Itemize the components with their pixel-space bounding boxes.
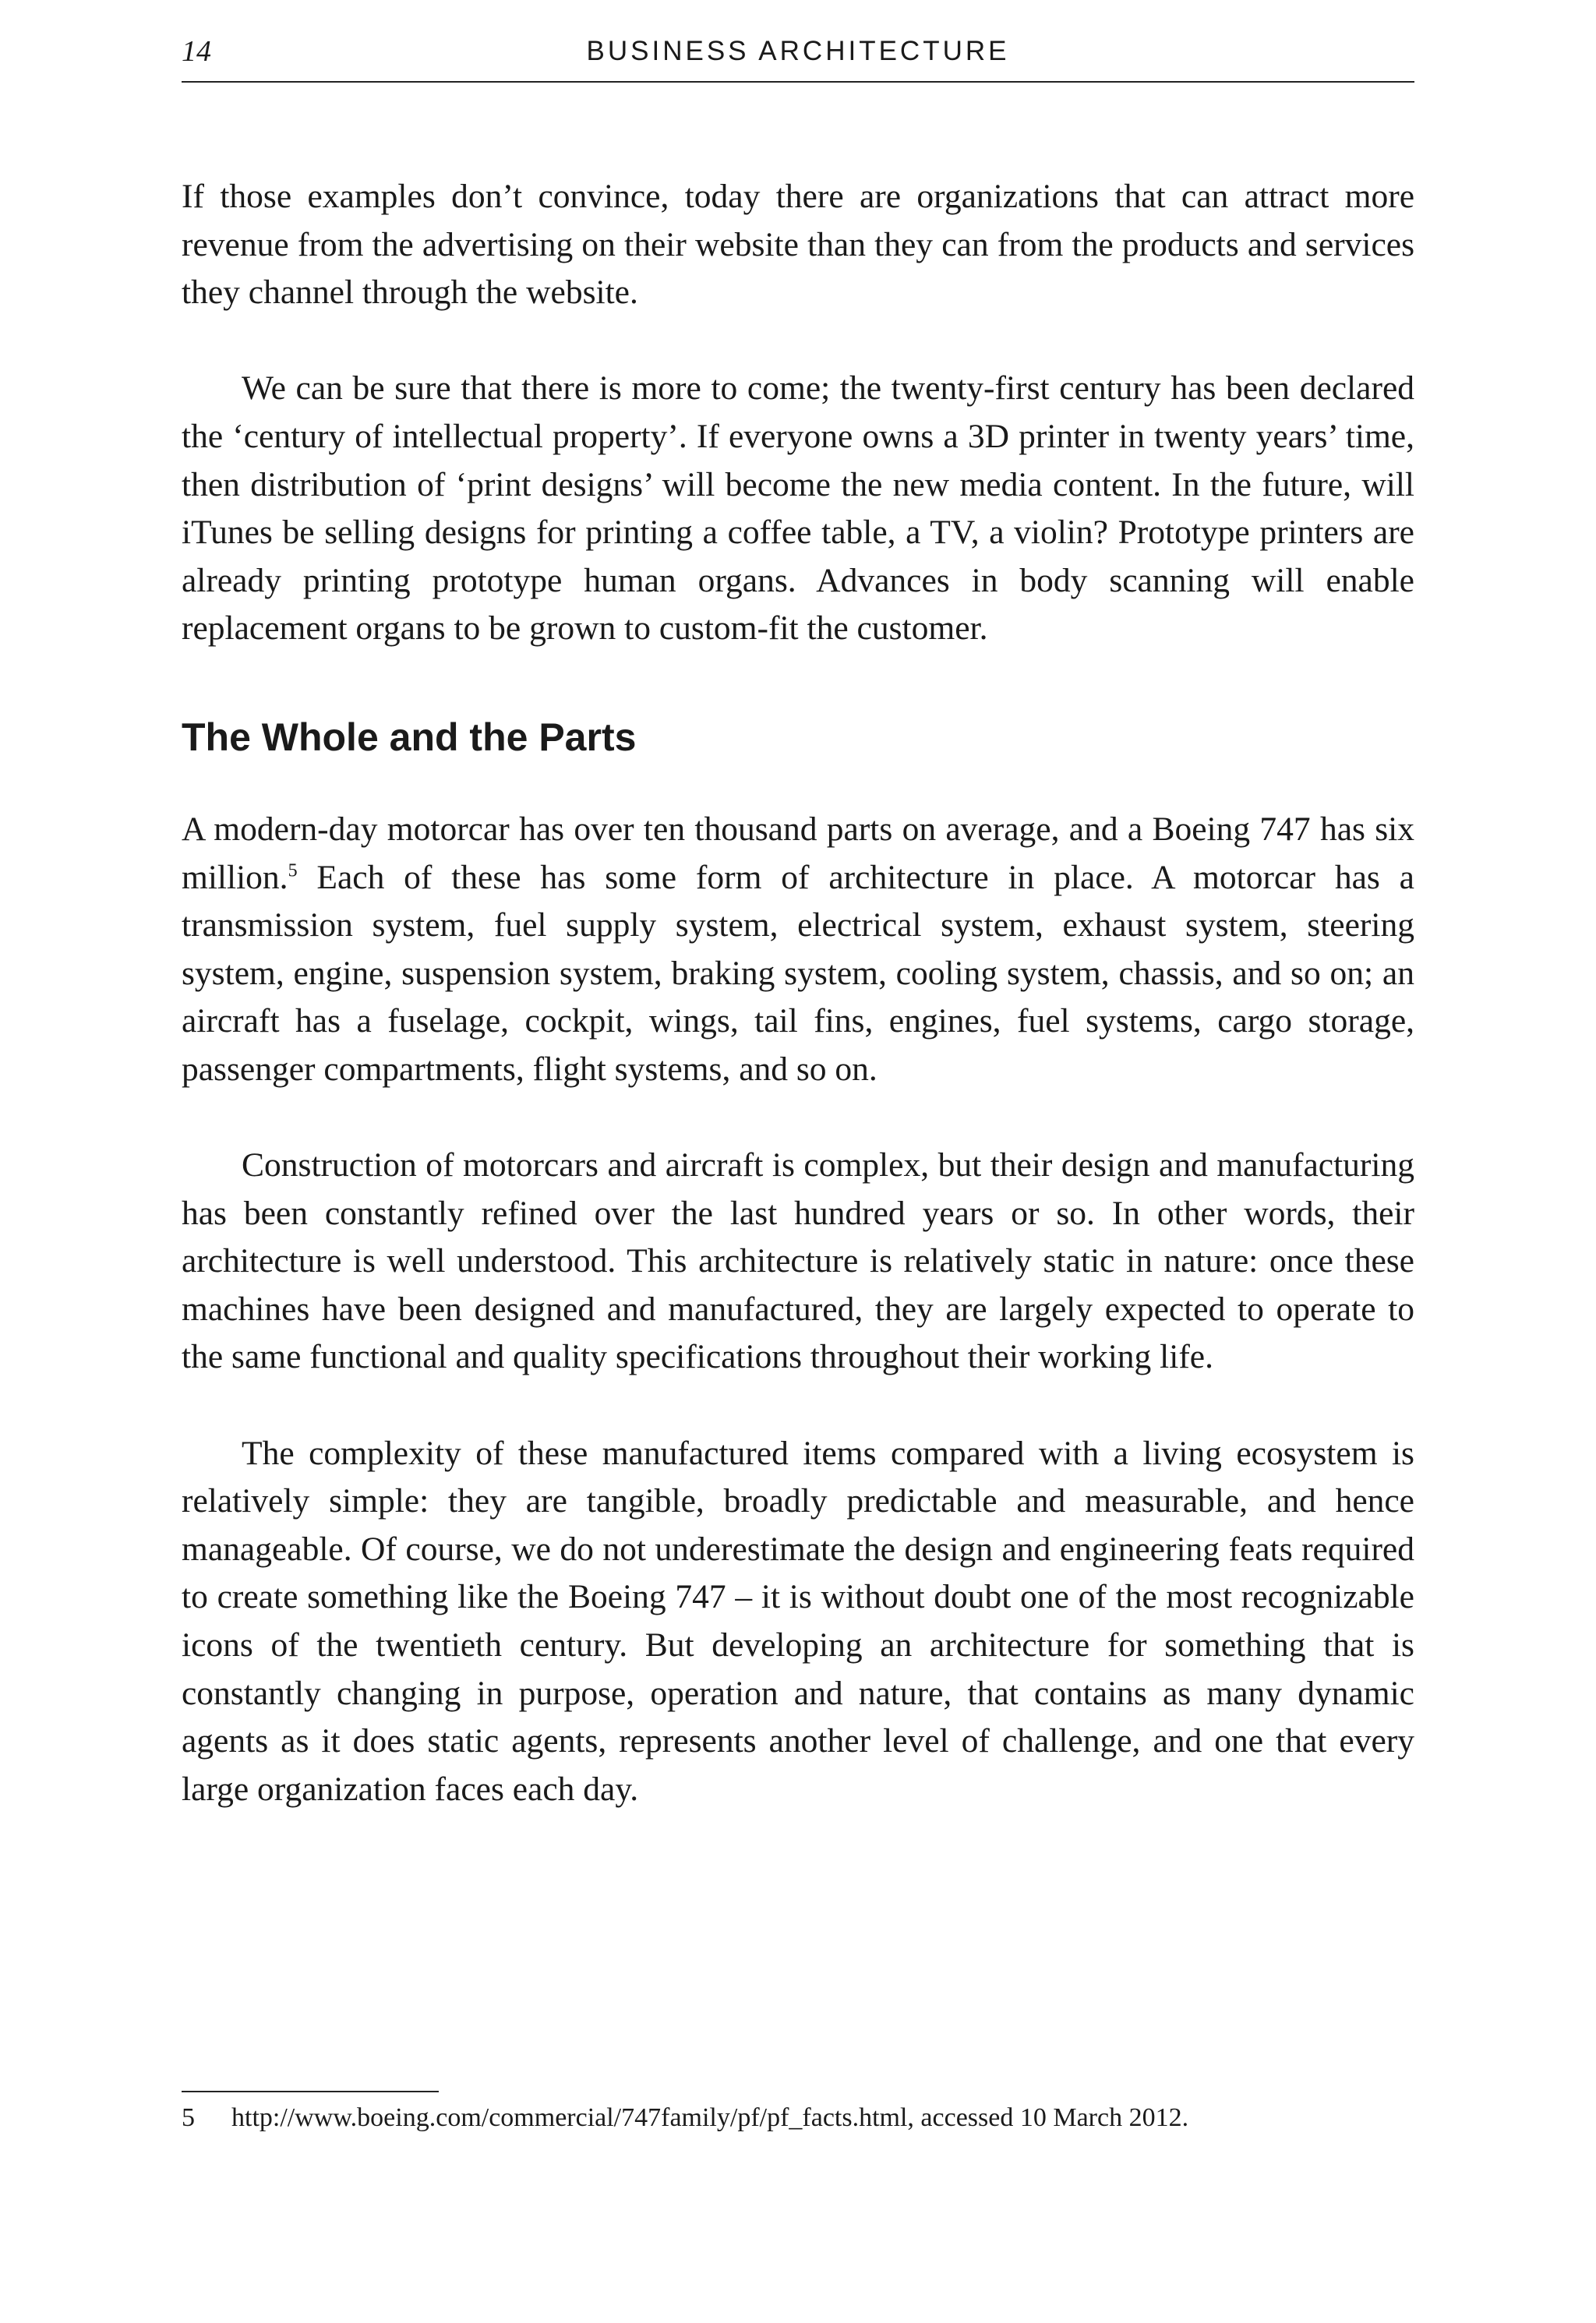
paragraph-3 <box>182 806 1414 1094</box>
footnote-rule <box>182 2091 439 2092</box>
running-title: BUSINESS ARCHITECTURE <box>586 36 1010 66</box>
running-head <box>182 34 1414 70</box>
paragraph-3-part-1: A modern-day motorcar has over ten thousand parts on average, and a Boeing 747 has six million. <box>182 810 1414 896</box>
page-number: 14 <box>182 35 211 68</box>
header-rule <box>182 81 1414 83</box>
footnote-reference: 5 <box>288 860 298 881</box>
section-heading: The Whole and the Parts <box>182 715 637 759</box>
footnote-number: 5 <box>182 2103 195 2132</box>
paragraph-2: We can be sure that there is more to come; the twenty-first century has been declared the ‘century of intellectual property’. If everyone owns a 3D printer in twenty years’ time, then distribution of ‘print designs’ will become the new media content. In the future, will iTunes be selling designs for printing a coffee table, a TV, a violin? Prototype printers are already printing prototype human organs. Advances in body scanning will enable replacement organs to be grown to custom-fit the customer. <box>182 369 1414 648</box>
paragraph-4: Construction of motorcars and aircraft is complex, but their design and manufacturing has been constantly refined over the last hundred years or so. In other words, their architecture is well understood. This architecture is relatively static in nature: once these machines have been designed and manufactured, they are largely expected to operate to the same functional and quality specifications throughout their working life. <box>182 1146 1414 1376</box>
paragraph-3-part-2: Each of these has some form of architecture in place. A motorcar has a transmission system, fuel supply system, electrical system, exhaust system, steering system, engine, suspension system, braking system, cooling system, chassis, and so on; an aircraft has a fuselage, cockpit, wings, tail fins, engines, fuel systems, cargo storage, passenger compartments, flight systems, and so on. <box>182 858 1414 1088</box>
paragraph-5: The complexity of these manufactured items compared with a living ecosystem is relatively simple: they are tangible, broadly predictable and measurable, and hence manageable. Of course, we do not underestimate the design and engineering feats required to create something like the Boeing 747 – it is without doubt one of the most recognizable icons of the twentieth century. But developing an architecture for something that is constantly changing in purpose, operation and nature, that contains as many dynamic agents as it does static agents, represents another level of challenge, and one that every large organization faces each day. <box>182 1434 1414 1808</box>
body-text <box>182 173 1414 1813</box>
paragraph-1: If those examples don’t convince, today there are organizations that can attract more revenue from the advertising on their website than they can from the products and services they channel through the website. <box>182 178 1414 312</box>
footnote-text: http://www.boeing.com/commercial/747family/pf/pf_facts.html, accessed 10 March 2012. <box>231 2103 1189 2132</box>
footnote <box>182 2099 1414 2137</box>
